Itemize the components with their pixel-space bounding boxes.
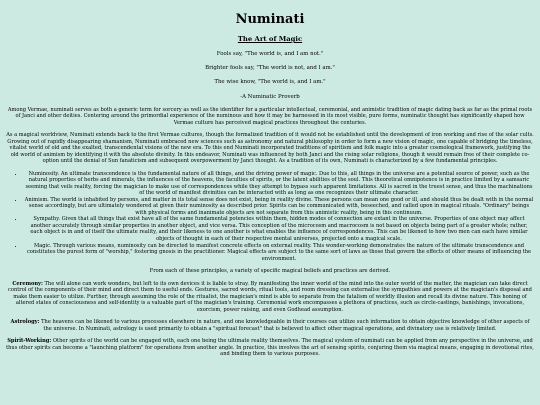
section-text: The will alone can work wonders, but left to its own devices it is liable to stray. By manifesting the inner world of the mind into the outer world of the matter, the magician can take direct control of the components of their mind and direct them to useful ends. Gestures, sacred words, ritual tools, and room dressing can externalise the sympathies and powers at the magician's disposal and make them easier to utilize. Further, through assuming the role of the ritualist, the magician's mind is able to separate from the fatalism of worldly illusion and recall its divine nature. This honing of altered states of consciousness and self-identity is a valuable part of the magician's training. Ceremonial work encompasses a plethora of practices, such as circle-castings, banishings, invocations, exorcism, power raising, and even Godhead assumption. bbox=[8, 280, 532, 313]
proverb-attribution: -A Numinatic Proverb bbox=[240, 93, 300, 100]
list-item: • Sympathy. Given that all things that exist have all of the same fundamental potencies within them, hidden modes of connection are extant in the universe. Properties of one object may affect another accurately through similar properties in another object, and vice versa. This conception of the microcosm and macrocosm is not based on objects being part of a greater whole; rather, each object is in and of itself the ultimate reality, and their likeness to one another is what enables the influence of correspondences. This can be likened to how two men can each have similar objects of thought in each of their respective mental universes, projected onto a magical scale. bbox=[24, 216, 534, 242]
page-subtitle: The Art of Magic bbox=[237, 35, 303, 43]
page-title: Numinati bbox=[235, 12, 305, 27]
section-lead: Ceremony: bbox=[12, 280, 43, 287]
transition-paragraph: From each of these principles, a variety of specific magical beliefs and practices are derived. bbox=[149, 268, 391, 275]
intro-paragraph: Among Vermae, numinati serves as both a generic term for sorcery as well as the identifier for a particular intellectual, ceremonial, and animistic tradition of magic dating back as far as the primal roots of Janci and other deities. Centering around the primordial experience of the numinous and how it may be harnessed in its most visible, pure forms, numinatic thought has significantly shaped how Vermae culture has perceived magical practices throughout the centuries. bbox=[7, 106, 533, 126]
section-lead: Spirit-Working: bbox=[7, 338, 52, 345]
section-spirit-working bbox=[6, 338, 534, 358]
section-astrology bbox=[6, 319, 534, 332]
proverb-line: Brighter fools say, "The world is not, and I am." bbox=[205, 64, 335, 71]
section-text: The heavens can be likened to various processes elsewhere in nature, and one knowledgeable in their courses can utilize such information to obtain objective knowledge of other aspects of the universe. In Numinati, astrology is used primarily to obtain a "spiritual forecast" that is believed to affect other magical operations, and divinatory use is relatively limited. bbox=[39, 319, 530, 332]
section-text: Other spirits of the world can be engaged with, each one being the ultimate reality themselves. The magical system of numinati can be applied from any perspective in the universe, and thus other spirits can become a "launching platform" for operations from another angle. In practice, this involves the art of sensing spirits, conjuring them via magical means, engaging in devotional rites, and binding them to various purposes. bbox=[6, 338, 534, 358]
section-lead: Astrology: bbox=[10, 319, 40, 326]
principles-list bbox=[6, 171, 534, 262]
list-item: • Magic. Through various means, numinosity can be directed to manifest concrete effects on external reality. This wonder-working demonstrates the nature of the ultimate transcendence and constitutes the purest form of "worship," fostering gnosis in the practitioner. Magical effects are subject to the same sort of laws as those that govern the effects of other means of influencing the environment. bbox=[24, 243, 534, 263]
proverb-line: Fools say, "The world is, and I am not." bbox=[216, 51, 324, 57]
intro-paragraph: As a magical worldview, Numinati extends back to the first Vermae cultures, though the formalized tradition of it would not be established until the development of iron working and rise of the solar cults. Growing out of rapidly disappearing shamanism, Numinati embraced new sciences such as astronomy and natural philosophy in order to form a new vision of magic, one capable of bridging the timeless, vitalist world of old and the exalted, transcendental visions of the new era. To this end Numinati incorporated traditions of spiritism and folk magic into a greater cosmological framework, justifying the old world of animism by identifying it with the absolute divinity. In this endeavor, Numinati was influenced by both Janci and the rising solar religions, though it would remain free of their complete co-option until the denial of Sun fanaticism and subsequent overpowerment by Janci thought. As a tradition of its own, Numinati is characterized by a few fundamental principles. bbox=[6, 132, 534, 165]
list-item: • Animism. The world is inhabited by persons, and matter in its total sense does not exist, being in reality divine. These persons can mean one good or ill, and should thus be dealt with in the normal sense accordingly, but are ultimately wondered at given their numinosity as described prior. Spirits can be communicated with, beseeched, and called upon in magical rituals. "Ordinary" beings with physical forms and inanimate objects are not separate from this animistic reality, being in this continuum. bbox=[24, 197, 534, 217]
list-item: • Numinosity. An ultimate transcendence is the fundamental nature of all things, and the driving power of magic. Due to this, all things in the universe are a potential source of power, such as the natural properties of herbs and minerals, the influences of the heavens, the faculties of spirits, or the latent abilities of the soul. This theoretical omnipotence is in practice limited by a samsaric seeming that veils reality, forcing the magician to make use of correspondences while they attempt to bypass such apparent limitations. All is sacred in the truest sense, and thus the machinations of the world of manifest divinities can be interacted with as long as one recognizes their ultimate character. bbox=[24, 171, 534, 197]
section-ceremony bbox=[6, 281, 534, 314]
proverb-line: The wise know, "The world is, and I am." bbox=[214, 78, 326, 85]
